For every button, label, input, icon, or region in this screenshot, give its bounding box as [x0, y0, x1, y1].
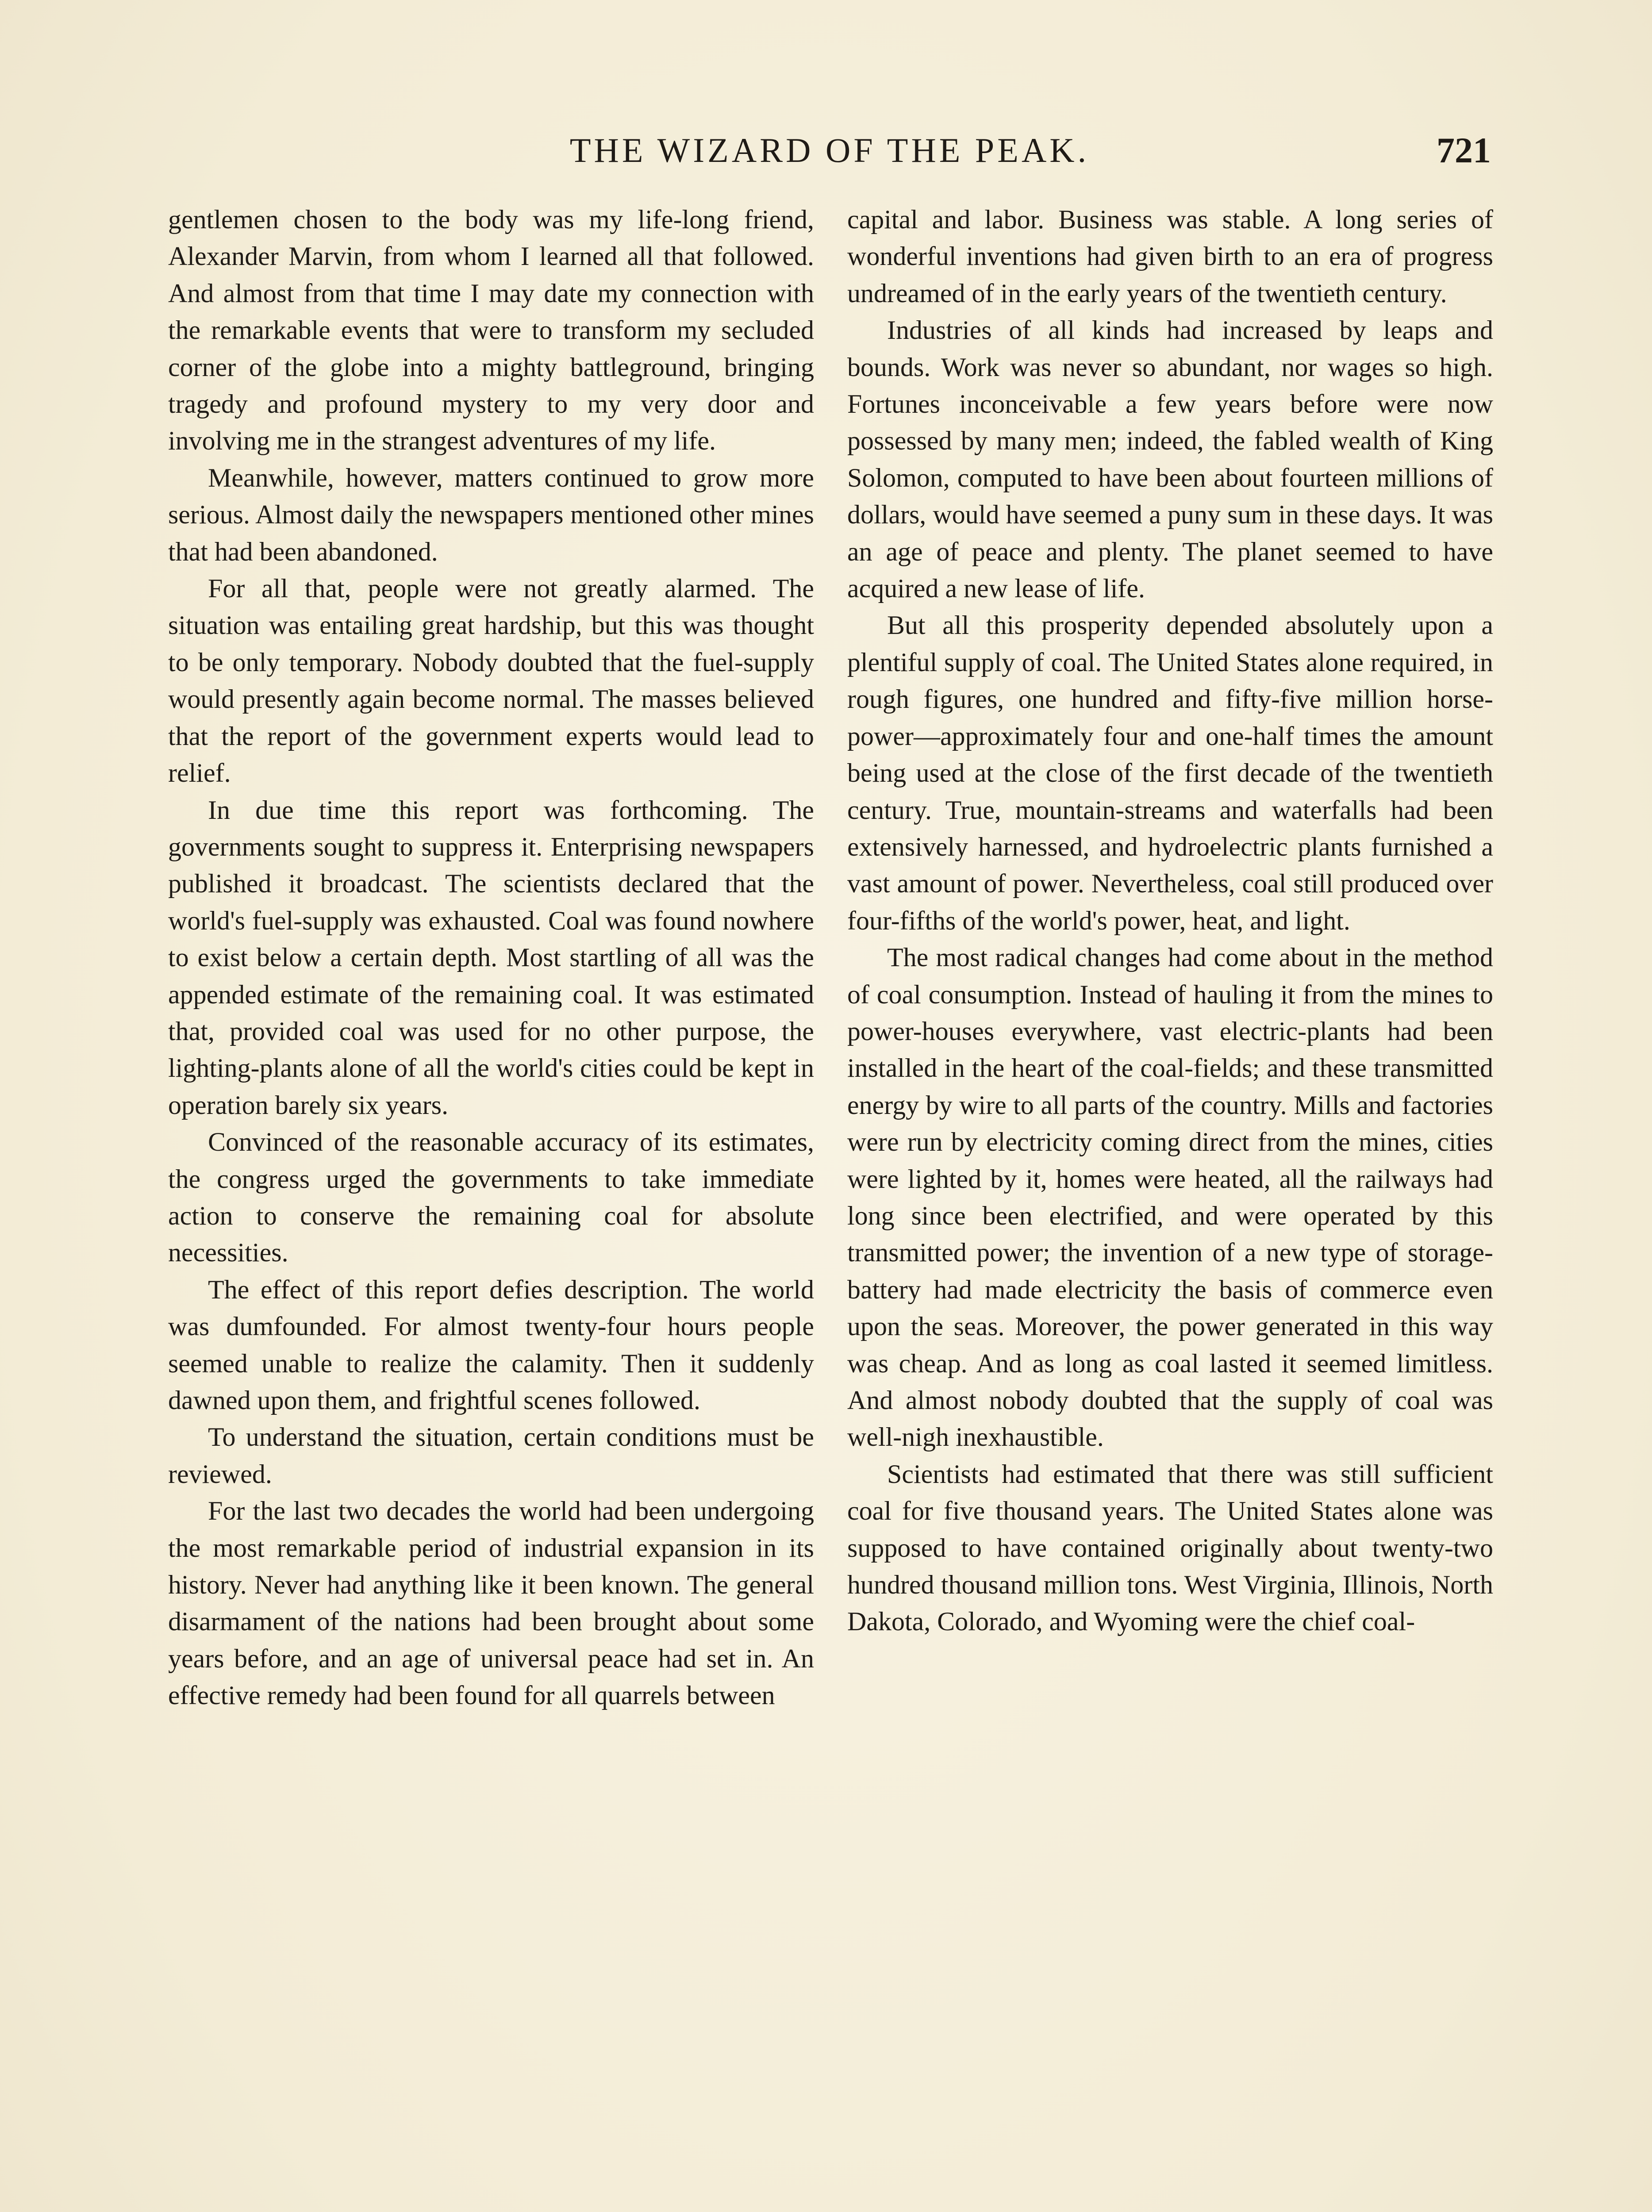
paragraph: Convinced of the reasonable accuracy of its estimates, the congress urged the governments to take immediate action to conserve the remaining coal for absolute necessities.	[168, 1127, 814, 1267]
paragraph: The most radical changes had come about in the method of coal consumption. Instead of hauling it from the mines to power-houses everywhere, vast electric-plants had been installed in the heart of the coal-fields; and these transmitted energy by wire to all parts of the country. Mills and factories were run by electricity coming direct from the mines, cities were lighted by it, homes were heated, all the railways had long since been electrified, and were operated by this transmitted power; the invention of a new type of storage-battery had made electricity the basis of commerce even upon the seas. Moreover, the power generated in this way was cheap. And as long as coal lasted it seemed limitless. And almost nobody doubted that the supply of coal was well-nigh inexhaustible.	[847, 943, 1493, 1452]
paragraph: For the last two decades the world had been undergoing the most remarkable period of industrial expansion in its history. Never had anything like it been known. The general disarmament of the nations had been brought about some years before, and an age of universal peace had set in. An effective remedy had been found for all quarrels between	[168, 1496, 814, 1710]
paragraph: gentlemen chosen to the body was my life-long friend, Alexander Marvin, from whom I learned all that followed. And almost from that time I may date my connection with the remarkable events that were to transform my secluded corner of the globe into a mighty battleground, bringing tragedy and profound mystery to my very door and involving me in the strangest adventures of my life.	[168, 205, 814, 456]
page-number: 721	[1437, 130, 1491, 170]
paragraph: Industries of all kinds had increased by leaps and bounds. Work was never so abundant, nor wages so high. Fortunes inconceivable a few years before were now possessed by many men; indeed, the fabled wealth of King Solomon, computed to have been about fourteen millions of dollars, would have seemed a puny sum in these days. It was an age of peace and plenty. The planet seemed to have acquired a new lease of life.	[847, 315, 1493, 603]
paragraph: Scientists had estimated that there was still sufficient coal for five thousand years. The United States alone was supposed to have contained originally about twenty-two hundred thousand million tons. West Virginia, Illinois, North Dakota, Colorado, and Wyoming were the chief coal-	[847, 1459, 1493, 1636]
running-title: THE WIZARD OF THE PEAK.	[569, 131, 1090, 169]
paragraph: To understand the situation, certain conditions must be reviewed.	[168, 1422, 814, 1489]
paragraph: The effect of this report defies description. The world was dumfounded. For almost twenty-four hours people seemed unable to realize the calamity. Then it suddenly dawned upon them, and frightful scenes followed.	[168, 1275, 814, 1415]
page-header	[168, 122, 1491, 179]
paragraph: But all this prosperity depended absolutely upon a plentiful supply of coal. The United States alone required, in rough figures, one hundred and fifty-five million horse-power—approximately four and one-half times the amount being used at the close of the first decade of the twentieth century. True, mountain-streams and waterfalls had been extensively harnessed, and hydroelectric plants furnished a vast amount of power. Nevertheless, coal still produced over four-fifths of the world's power, heat, and light.	[847, 611, 1493, 935]
paragraph: capital and labor. Business was stable. A long series of wonderful inventions had given birth to an era of progress undreamed of in the early years of the twentieth century.	[847, 205, 1493, 308]
left-column	[168, 201, 814, 1714]
paragraph: Meanwhile, however, matters continued to grow more serious. Almost daily the newspapers mentioned other mines that had been abandoned.	[168, 463, 814, 566]
paragraph: In due time this report was forthcoming. The governments sought to suppress it. Enterprising newspapers published it broadcast. The scientists declared that the world's fuel-supply was exhausted. Coal was found nowhere to exist below a certain depth. Most startling of all was the appended estimate of the remaining coal. It was estimated that, provided coal was used for no other purpose, the lighting-plants alone of all the world's cities could be kept in operation barely six years.	[168, 795, 814, 1120]
paragraph: For all that, people were not greatly alarmed. The situation was entailing great hardship, but this was thought to be only temporary. Nobody doubted that the fuel-supply would presently again become normal. The masses believed that the report of the government experts would lead to relief.	[168, 574, 814, 788]
right-column	[847, 201, 1493, 1640]
